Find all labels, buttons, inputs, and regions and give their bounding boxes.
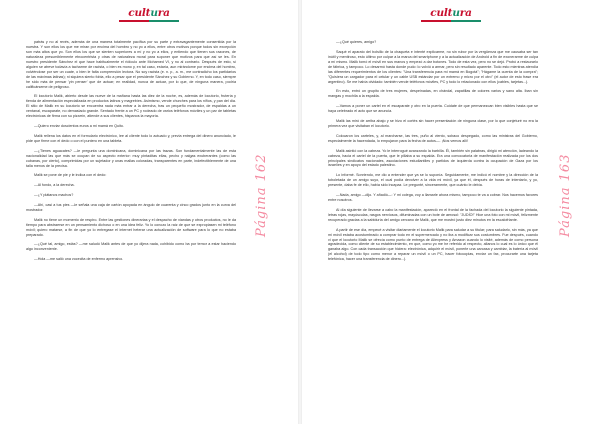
paragraph: Malik las miró de arriba abajo y se hizo el cortés sin hacer presentación de ninguna clase, por lo que conjeturé no era la primera vez que visitaban el locutorio.: [328, 119, 538, 128]
paragraph: —Quiero enviar doscientos euros a mi mamá en Quito.: [34, 124, 124, 129]
paragraph: A partir de ese día, empecé a visitar diariamente el locutorio Malik para saludar a su titular; para saludarlo, sin más, ya que mi móvil estaba acostumbrado a comprar todo en el supermercado y no iba a modificar sus costumbres. Fue después, cuando vi que el locutorio Malik se ofrecía como punto de entrega de Aliexpress y Amazon cuando lo visité, además de como persona agradecida, como cliente de su establecimiento, en que, como yo me he referido al respecto, allanos lo cual es lo único que él ganaba algo. Con cada transacción que hiciera: electrónica, adquirir el móvil, ponerle una carcasa y cambiar, la batería al móvil (el alcohol) de todo tipo como menor a reparar un móvil o un PC, hacer fotocopias, enviar un fax, procurarte una tarjeta telefónica, hacer una transferencia de dinero...).: [328, 227, 538, 262]
paragraph: —Al fondo, a la derecha.: [34, 183, 75, 188]
right-page: [302, 0, 600, 424]
paragraph: Malik no tiene un momento de respiro. Entre las gestiones dinerarias y el despacho de viandas y otros productos, no le da tiempo para abstraerse en un pensamiento dichoso o en una idea feliz. Yo lo conozo la raíz de que se expropiasen mi teléfono móvil; quiero matarse, a fin de que yo lo entregase el internet heterar una actualización de software para lo que no estaba preparado.: [26, 217, 236, 237]
paragraph: —¿Qué quieres, amigo?: [336, 40, 377, 44]
paragraph: patrás y no al revés, además de una manera totalmente pacífica por su parte y extravagantemente consentida por la nuestra. Y son ellos los que me miran por encima del hombro y no yo a ellos, entre otros motivos porque todos sin excepción son más altos que yo. Son ellos los que se sienten superiores a mí y no yo a ellos, y entiendo que tienen sus razones, de naturaleza presumiblemente etnocentrista y otras de naturaleza moral para suponer que motivos para que así se les. En nuestro presidente Sánchez el que hace habitualmente el ridículo ante Mohamed VI, y no al contrario. Después de esto, sí alguien se atreve todavía a tacharme de racista, o bien es mono y, en tal caso, estaría, aun mirándome por encima del hombro, volviéndose por ser un cuate, o bien le falta comprensión lectora. No soy racista (e. n. p., a. m., me contradicho los partidarios de las máximas latinas); ni siquiera siento fobia, ello a pesar que el presidente Sánchez y su Gobierno. Y, en todo caso, siempre he sido más de pensar 'yin penser' que de actuar; en realidad, nunca de actuar, por lo que, de ninguna manera, podría calificárseme de peligroso.: [26, 40, 236, 89]
paragraph: Lo informé. Sonriendo, me dio a entender que ya se lo suponía. Seguidamente, me indicó el nombre y la dirección de la toboletada de un amigo suyo, el cual podía devolver a la vida mi móvil, ya que él, después de horas de intentarlo, y yo, presente, daba fe de ello, había sido incapaz. Le pregunté, sinceramente, que cuánto le debía.: [328, 173, 538, 188]
paragraph: Al día siguiente de llevarse a cabo la manifestación, apareció en el frontal de la fachada del locutorio la siguiente pintada, letras rojas, mayúsculas, rasgos nerviosos, difuminadas con un bote de aerosol: "JUDÍO!" Hice una foto con mi móvil, felizmente recuperado gracias a la sabiduría del amigo cercano de Malik, que me mostró justo diez minutos en la escalofriante.: [328, 207, 538, 222]
paragraph: —¿Qué tal, amigo, estás? —me saludó Malik antes de que yo dijera nada, cohibido como ba por temor a estar haciendo algo inconveniente.: [26, 242, 236, 252]
paragraph: —¿Y plátanos machos?: [34, 193, 74, 198]
page-number-right: Página 163: [558, 153, 573, 237]
left-page: [0, 0, 298, 424]
magazine-logo: cultura: [128, 7, 170, 19]
paragraph: —¿Tienes aguacates? —le pregunta una dominicana, dominicana por las trazas. Son fundamentalmente las de esta nacionalidad las que más se ocupan de su aspecto exterior: muy pintaditas ellas, pecho y nalgas exuberantes (como las cubanas, por cierto), comprimidas por un sujetador y unas mallas coloradas, transparentes en parte, indefectiblemente de una talla menos de la precisa.: [26, 148, 236, 168]
paragraph: —Vamos a poner un cartel en el escaparate y otro en la puerta. Cuídate de que permanezcan bien visibles hasta que se haya celebrado el acto que se anuncia.: [328, 104, 538, 114]
paragraph: Colocaron los carteles, y, al marcharse, las tres, puño al viento, sobaco despegado, como las ministras del Gobierno, especialmente la hacendada, lo empujaron para la fecha de autos—. ¡Nos vemos allí!: [328, 133, 538, 143]
paragraph: —Hola —me salió una vocecita de enfermo aprensivo.: [34, 257, 124, 262]
paragraph: En esto, entró un grupito de tres mujeres, despeinadas, en chándal, zapatillas de colores varios y sano alta. Iban sin mangas y mochila a la espalda.: [328, 89, 538, 99]
logo-underline: [119, 20, 179, 22]
paragraph: Malik rellena los datos en el formulario electrónico, lee al cliente todo lo actuado y, previa entrega del dinero anunciado, le pide que firme con el dedo o con el puntero en una tableta.: [26, 133, 236, 143]
right-body-text: [328, 40, 538, 414]
left-body-text: [26, 40, 236, 414]
paragraph: Malik asintió con la cabeza. Yo le interrogué avanzando la barbilla. Él, también sin palabras, dirigió mi atención, ladeando la cabeza, hacia el cartel de la puerta, que le pillaba a su espalda. Era una convocatoria de manifestación realizada por los dos principales sindicatos nacionales, asociaciones estudiantiles y partidos de izquierda contra la ocupación de Gaza por los israelíes y en apoyo del estado palestino.: [328, 148, 538, 168]
paragraph: Malik se pone de pie y le indica con el dedo:: [34, 173, 107, 178]
logo-underline: [421, 20, 481, 22]
paragraph: El locutorio Malik, abierto desde las nueve de la mañana hasta las diez de la noche, es, además de locutorio, frutería y tienda de alimentación especializada en productos latinos y magrebíes. Asimismo, vende churches para los niños, y pan del día. El sitio de Malik en su locutorio se encuentra nada más entrar a la derecha, tras un pequeño mostrador, de espaldas a un ventanal, escaparate, no demasiado grande. Sentado frente a un PC y rodeado de varios teléfonos móviles y un par de tabletas electrónicas de firma con su pizarrín, atiende a sus clientes, hispanos la mayoría.: [26, 94, 236, 119]
paragraph: Saqué el aparato del bolsillo de la chaqueta e intenté explicarme, no sin rubor por la vergüenza que me causaba ser tan inútil y mentiroso, esto último por culpar a la marca del smartphone y a la actualización de Android a fin de exonerarme de culpa a mí mismo. Malik tomó el móvil en sus manos y empezó a dar botones. Todo de esta vez, pero no se dejó. Probó a restaurarlo de fábrica, y tampoco. Lo desarmó hasta donde pudo: lo volvió a armar, pero sin resultado aparente. Todo esto mientras atendía las diferentes requerimientos de los clientes: "Una transferencia para mi mamá en Bogotá"; "Hágame la cuenta de la compra"; "Quisiera un cargador para el celular y un cable USB estándar por un extremo y micro por el otro" (el autor de esto frase era argentino). Se me había olvidado: también vende teléfonos móviles, PC y todo lo relacionado con ellos (cables, tarjetas...).: [328, 49, 538, 84]
paragraph: —Nada, amigo —dijo. Y añadió—: Y mi colega, voy a llamarle ahora mismo, tampoco te va a cobrar. Nos hacemos favores entre nosotros.: [328, 193, 538, 202]
page-number-left: Página 162: [254, 153, 269, 237]
paragraph: —Ahí, casi a tus pies —le señala una caja de cartón apoyada en ángulo de cuarenta y cinco grados junto en la curva del mostrador.: [26, 202, 236, 212]
magazine-logo: cultura: [430, 7, 472, 19]
